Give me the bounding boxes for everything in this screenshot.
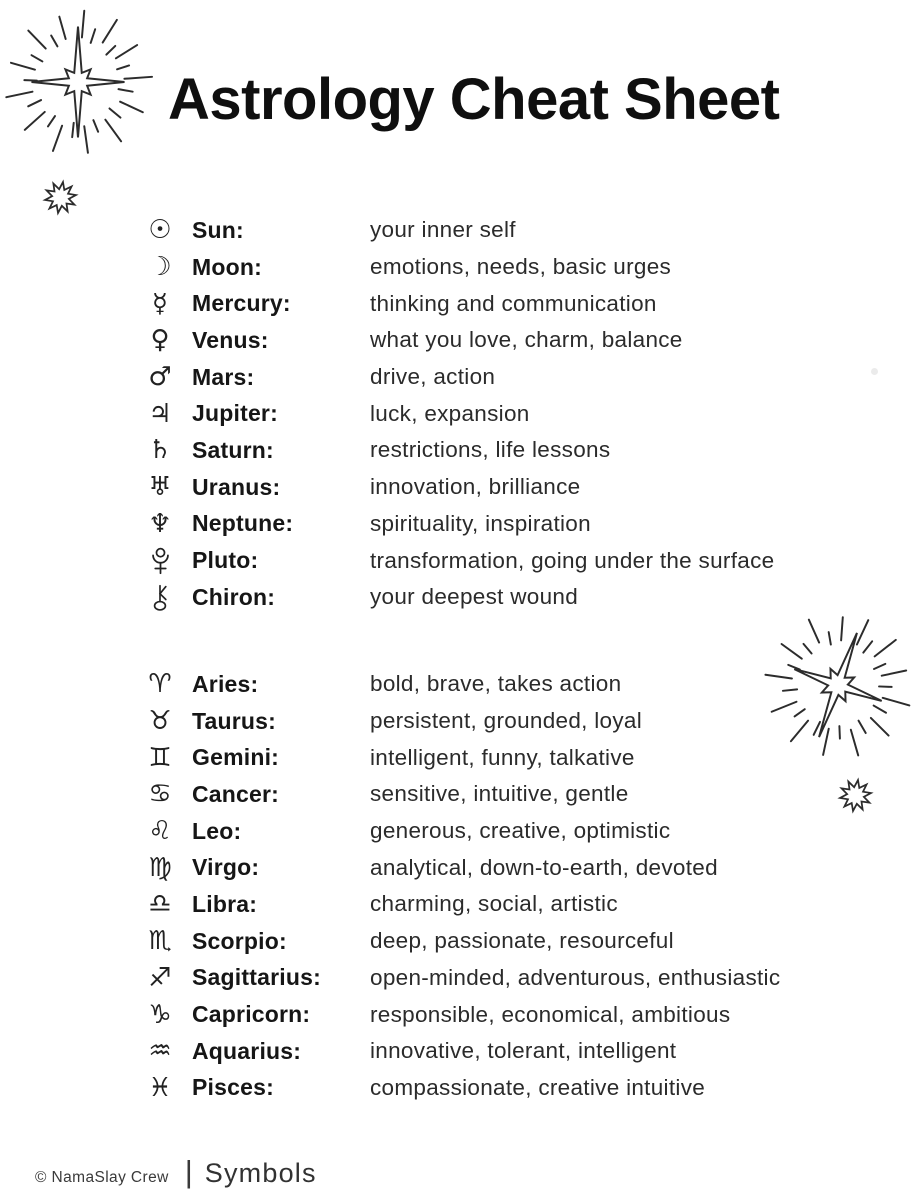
leo-icon: ♌ xyxy=(148,816,172,847)
row-aquarius xyxy=(140,1033,902,1070)
page-title: Astrology Cheat Sheet xyxy=(168,67,780,132)
mars-name: Mars: xyxy=(192,363,255,390)
row-saturn xyxy=(140,432,902,469)
row-scorpio xyxy=(140,923,902,960)
virgo-icon: ♍ xyxy=(148,852,172,883)
sun-description: your inner self xyxy=(370,217,516,243)
pisces-icon: ♓ xyxy=(148,1072,172,1103)
sun-icon: ☉ xyxy=(148,215,172,246)
venus-name: Venus: xyxy=(192,326,269,353)
row-taurus xyxy=(140,703,902,740)
row-libra xyxy=(140,886,902,923)
jupiter-name: Jupiter: xyxy=(192,400,278,427)
brand-name: Symbols xyxy=(204,1158,317,1188)
capricorn-icon: ♑ xyxy=(148,999,172,1030)
uranus-icon: ♅ xyxy=(148,472,172,503)
cancer-name: Cancer: xyxy=(192,780,280,807)
chiron-icon xyxy=(140,582,180,612)
sagittarius-description: open-minded, adventurous, enthusiastic xyxy=(370,964,781,990)
capricorn-name: Capricorn: xyxy=(192,1001,311,1028)
saturn-icon: ♄ xyxy=(148,435,172,466)
cancer-description: sensitive, intuitive, gentle xyxy=(370,781,629,807)
aries-icon: ♈ xyxy=(148,669,172,700)
saturn-name: Saturn: xyxy=(192,436,274,463)
footer-divider: | xyxy=(184,1154,193,1189)
mercury-name: Mercury: xyxy=(192,290,291,317)
moon-icon: ☽ xyxy=(148,252,172,283)
cancer-icon: ♋ xyxy=(148,779,172,810)
pluto-icon xyxy=(140,546,180,576)
neptune-icon: ♆ xyxy=(148,508,172,539)
zodiac-list xyxy=(140,666,902,1106)
virgo-description: analytical, down-to-earth, devoted xyxy=(370,854,718,880)
leo-description: generous, creative, optimistic xyxy=(370,818,671,844)
row-sagittarius xyxy=(140,960,902,997)
aquarius-icon: ♒ xyxy=(148,1036,172,1067)
chiron-description: your deepest wound xyxy=(370,584,579,610)
row-leo xyxy=(140,813,902,850)
row-mars xyxy=(140,359,902,396)
pisces-description: compassionate, creative intuitive xyxy=(370,1074,706,1100)
starburst-doodle-top-left xyxy=(2,6,154,158)
row-pluto xyxy=(140,542,902,579)
row-aries xyxy=(140,666,902,703)
jupiter-description: luck, expansion xyxy=(370,400,530,426)
taurus-name: Taurus: xyxy=(192,707,277,734)
capricorn-description: responsible, economical, ambitious xyxy=(370,1001,731,1027)
uranus-description: innovation, brilliance xyxy=(370,474,581,500)
row-moon xyxy=(140,249,902,286)
row-jupiter xyxy=(140,395,902,432)
gemini-description: intelligent, funny, talkative xyxy=(370,744,635,770)
libra-name: Libra: xyxy=(192,890,258,917)
row-pisces xyxy=(140,1070,902,1107)
moon-description: emotions, needs, basic urges xyxy=(370,254,672,280)
taurus-icon: ♉ xyxy=(148,706,172,737)
mars-description: drive, action xyxy=(370,364,496,390)
pluto-description: transformation, going under the surface xyxy=(370,547,775,573)
chiron-name: Chiron: xyxy=(192,583,276,610)
footer xyxy=(35,1154,317,1190)
venus-icon: ♀ xyxy=(150,325,170,356)
pluto-name: Pluto: xyxy=(192,547,259,574)
row-venus xyxy=(140,322,902,359)
planets-list xyxy=(140,212,902,616)
sagittarius-icon: ♐ xyxy=(148,962,172,993)
sagittarius-name: Sagittarius: xyxy=(192,964,321,991)
mercury-description: thinking and communication xyxy=(370,290,657,316)
mercury-icon: ☿ xyxy=(152,288,168,319)
moon-name: Moon: xyxy=(192,253,262,280)
row-capricorn xyxy=(140,996,902,1033)
scorpio-icon: ♏ xyxy=(148,926,172,957)
row-cancer xyxy=(140,776,902,813)
row-gemini xyxy=(140,739,902,776)
row-mercury xyxy=(140,285,902,322)
gemini-icon: ♊ xyxy=(148,742,172,773)
aries-description: bold, brave, takes action xyxy=(370,671,622,697)
row-chiron xyxy=(140,579,902,616)
gemini-name: Gemini: xyxy=(192,744,280,771)
row-neptune xyxy=(140,506,902,543)
uranus-name: Uranus: xyxy=(192,473,281,500)
libra-icon: ♎ xyxy=(148,889,172,920)
aquarius-name: Aquarius: xyxy=(192,1037,302,1064)
scorpio-name: Scorpio: xyxy=(192,927,287,954)
saturn-description: restrictions, life lessons xyxy=(370,437,611,463)
copyright-text: © NamaSlay Crew xyxy=(35,1169,169,1186)
taurus-description: persistent, grounded, loyal xyxy=(370,708,643,734)
small-star-doodle-left xyxy=(44,181,77,214)
row-sun xyxy=(140,212,902,249)
virgo-name: Virgo: xyxy=(192,854,260,881)
venus-description: what you love, charm, balance xyxy=(370,327,683,353)
row-virgo xyxy=(140,849,902,886)
row-uranus xyxy=(140,469,902,506)
sun-name: Sun: xyxy=(192,216,244,243)
leo-name: Leo: xyxy=(192,817,242,844)
pisces-name: Pisces: xyxy=(192,1074,274,1101)
scorpio-description: deep, passionate, resourceful xyxy=(370,928,674,954)
mars-icon: ♂ xyxy=(148,362,172,393)
jupiter-icon: ♃ xyxy=(148,398,172,429)
neptune-description: spirituality, inspiration xyxy=(370,510,591,536)
aries-name: Aries: xyxy=(192,670,259,697)
libra-description: charming, social, artistic xyxy=(370,891,618,917)
aquarius-description: innovative, tolerant, intelligent xyxy=(370,1038,677,1064)
neptune-name: Neptune: xyxy=(192,510,294,537)
